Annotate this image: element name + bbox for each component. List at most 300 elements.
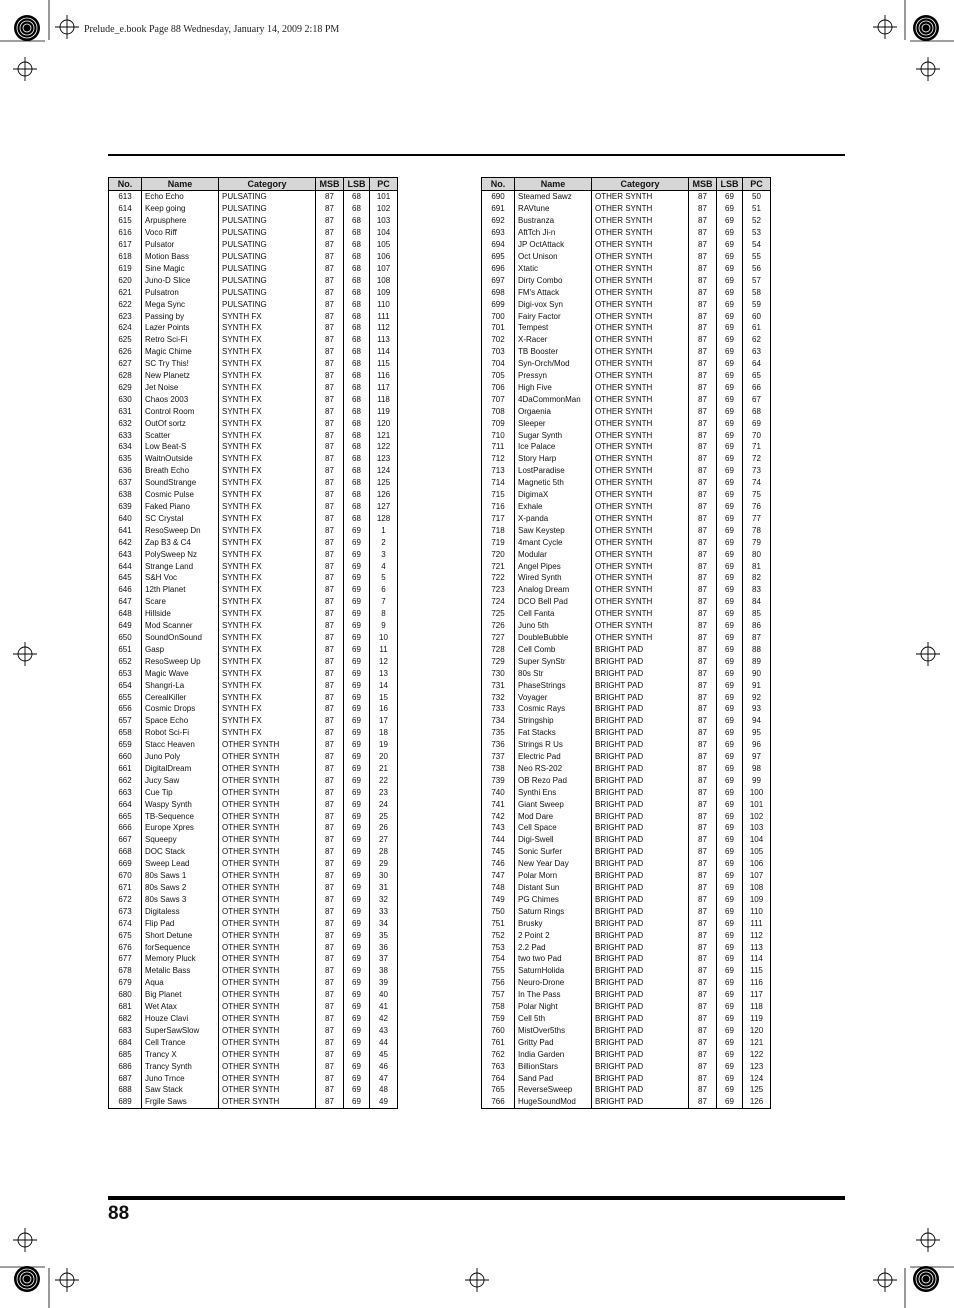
cell-msb: 87 [316,893,344,905]
cell-category: OTHER SYNTH [592,286,689,298]
cell-msb: 87 [689,774,717,786]
table-row [482,667,771,679]
cell-no: 640 [109,512,142,524]
cell-no: 742 [482,810,515,822]
cell-pc: 110 [370,298,398,310]
cell-lsb: 69 [717,929,743,941]
cell-pc: 11 [370,643,398,655]
cell-no: 613 [109,191,142,203]
cell-lsb: 69 [344,751,370,763]
table-row [482,358,771,370]
cell-no: 684 [109,1036,142,1048]
cell-msb: 87 [316,870,344,882]
cell-no: 764 [482,1072,515,1084]
cell-no: 648 [109,608,142,620]
cell-pc: 111 [743,917,771,929]
cell-msb: 87 [689,893,717,905]
cell-no: 641 [109,524,142,536]
cell-msb: 87 [689,489,717,501]
cell-pc: 74 [743,477,771,489]
cell-category: BRIGHT PAD [592,1084,689,1096]
table-row [109,977,398,989]
cell-msb: 87 [689,727,717,739]
cell-msb: 87 [316,322,344,334]
table-row [109,512,398,524]
cell-pc: 34 [370,917,398,929]
cell-name: 80s Saws 1 [142,870,219,882]
cell-msb: 87 [689,417,717,429]
cell-no: 632 [109,417,142,429]
cell-category: OTHER SYNTH [219,763,316,775]
cell-lsb: 69 [717,298,743,310]
cell-pc: 104 [743,834,771,846]
cell-no: 727 [482,632,515,644]
cell-no: 633 [109,429,142,441]
cell-category: SYNTH FX [219,608,316,620]
cell-name: Voco Riff [142,227,219,239]
cell-no: 621 [109,286,142,298]
cell-name: Gritty Pad [515,1036,592,1048]
cell-msb: 87 [689,310,717,322]
book-header-text: Prelude_e.book Page 88 Wednesday, January 14, 2009 2:18 PM [84,24,340,35]
table-header-row [482,178,771,191]
cell-name: PG Chimes [515,893,592,905]
cell-pc: 128 [370,512,398,524]
table-row [109,596,398,608]
cell-msb: 87 [316,739,344,751]
cell-name: Neo RS-202 [515,763,592,775]
cell-pc: 60 [743,310,771,322]
cell-name: Digitaless [142,905,219,917]
cell-category: OTHER SYNTH [592,191,689,203]
cell-lsb: 69 [717,870,743,882]
cell-pc: 26 [370,822,398,834]
cell-name: Super SynStr [515,655,592,667]
cell-no: 759 [482,1013,515,1025]
cell-category: BRIGHT PAD [592,1060,689,1072]
table-row [109,691,398,703]
table-row [482,298,771,310]
table-row [482,465,771,477]
cell-name: Arpusphere [142,215,219,227]
table-row [482,1013,771,1025]
cell-name: Cell Space [515,822,592,834]
cell-pc: 61 [743,322,771,334]
cell-category: OTHER SYNTH [592,632,689,644]
cell-name: X-panda [515,512,592,524]
crosshair-icon [916,642,940,666]
cell-msb: 87 [316,691,344,703]
cell-name: MistOver5ths [515,1024,592,1036]
cell-name: Short Detune [142,929,219,941]
cell-msb: 87 [689,477,717,489]
table-row [109,679,398,691]
cell-category: BRIGHT PAD [592,989,689,1001]
cell-msb: 87 [689,274,717,286]
cell-pc: 115 [743,965,771,977]
cell-lsb: 68 [344,393,370,405]
column-header-msb: MSB [316,178,344,191]
cell-lsb: 69 [344,870,370,882]
cell-no: 664 [109,798,142,810]
table-row [109,286,398,298]
table-row [482,1048,771,1060]
cell-name: Wet Atax [142,1001,219,1013]
cell-lsb: 69 [717,262,743,274]
table-row [109,1001,398,1013]
cell-lsb: 69 [717,1001,743,1013]
table-row [482,1072,771,1084]
cell-category: PULSATING [219,298,316,310]
cell-pc: 120 [743,1024,771,1036]
cell-lsb: 69 [344,548,370,560]
cell-category: BRIGHT PAD [592,953,689,965]
cell-category: OTHER SYNTH [219,893,316,905]
cell-category: OTHER SYNTH [592,239,689,251]
cell-category: OTHER SYNTH [219,953,316,965]
table-row [482,1096,771,1108]
cell-lsb: 68 [344,441,370,453]
cell-category: BRIGHT PAD [592,834,689,846]
cell-name: Robot Sci-Fi [142,727,219,739]
cell-lsb: 69 [717,203,743,215]
cell-category: PULSATING [219,203,316,215]
cell-lsb: 69 [717,1024,743,1036]
cell-lsb: 69 [717,1060,743,1072]
cell-pc: 126 [370,489,398,501]
cell-msb: 87 [316,715,344,727]
cell-name: RAVtune [515,203,592,215]
cell-category: OTHER SYNTH [592,429,689,441]
cell-no: 665 [109,810,142,822]
cell-msb: 87 [316,298,344,310]
cell-name: Digi-Swell [515,834,592,846]
cell-msb: 87 [316,1036,344,1048]
cell-lsb: 69 [717,274,743,286]
cell-pc: 44 [370,1036,398,1048]
cell-msb: 87 [689,251,717,263]
cell-pc: 84 [743,596,771,608]
table-row [109,893,398,905]
table-row [482,1084,771,1096]
cell-name: Zap B3 & C4 [142,536,219,548]
cell-name: Strange Land [142,560,219,572]
cell-msb: 87 [316,679,344,691]
cell-category: OTHER SYNTH [219,846,316,858]
cell-name: In The Pass [515,989,592,1001]
cell-category: BRIGHT PAD [592,941,689,953]
cell-lsb: 69 [717,810,743,822]
table-row [482,893,771,905]
cell-pc: 15 [370,691,398,703]
cell-pc: 25 [370,810,398,822]
cell-category: SYNTH FX [219,477,316,489]
cell-msb: 87 [316,1096,344,1108]
cell-no: 657 [109,715,142,727]
cell-pc: 115 [370,358,398,370]
cell-lsb: 69 [344,1072,370,1084]
cell-name: Control Room [142,405,219,417]
cell-pc: 45 [370,1048,398,1060]
table-row [109,1084,398,1096]
cell-name: Oct Unison [515,251,592,263]
cell-lsb: 69 [344,620,370,632]
crosshair-icon [873,15,897,39]
cell-pc: 103 [370,215,398,227]
cell-msb: 87 [316,655,344,667]
cell-lsb: 69 [717,322,743,334]
cell-no: 729 [482,655,515,667]
cell-category: OTHER SYNTH [592,310,689,322]
cell-category: OTHER SYNTH [592,262,689,274]
cell-name: Motion Bass [142,251,219,263]
cell-name: ReverseSweep [515,1084,592,1096]
cell-msb: 87 [316,262,344,274]
cell-category: OTHER SYNTH [219,786,316,798]
cell-lsb: 69 [717,453,743,465]
cell-no: 644 [109,560,142,572]
cell-name: Sand Pad [515,1072,592,1084]
table-row [482,382,771,394]
cell-name: Story Harp [515,453,592,465]
cell-category: PULSATING [219,191,316,203]
cell-category: PULSATING [219,262,316,274]
cell-name: Scatter [142,429,219,441]
cell-pc: 58 [743,286,771,298]
cell-name: Tempest [515,322,592,334]
cell-pc: 29 [370,858,398,870]
cell-pc: 88 [743,643,771,655]
cell-lsb: 68 [344,346,370,358]
cell-no: 701 [482,322,515,334]
cell-pc: 121 [370,429,398,441]
cell-name: Magic Chime [142,346,219,358]
cell-lsb: 69 [344,1001,370,1013]
cell-category: PULSATING [219,251,316,263]
cell-pc: 4 [370,560,398,572]
cell-no: 722 [482,572,515,584]
cell-lsb: 69 [344,929,370,941]
cell-lsb: 69 [344,774,370,786]
cell-name: Saturn Rings [515,905,592,917]
table-row [109,751,398,763]
cell-name: 2.2 Pad [515,941,592,953]
column-header-category: Category [592,178,689,191]
cell-no: 709 [482,417,515,429]
cell-name: Cell Fanta [515,608,592,620]
cell-no: 715 [482,489,515,501]
cell-name: Scare [142,596,219,608]
cell-pc: 53 [743,227,771,239]
cell-pc: 87 [743,632,771,644]
cell-pc: 69 [743,417,771,429]
cell-name: Angel Pipes [515,560,592,572]
cell-category: SYNTH FX [219,691,316,703]
cell-lsb: 69 [717,774,743,786]
cell-msb: 87 [316,334,344,346]
cell-pc: 85 [743,608,771,620]
table-row [109,274,398,286]
cell-msb: 87 [316,917,344,929]
cell-category: BRIGHT PAD [592,858,689,870]
table-row [482,1036,771,1048]
cell-category: OTHER SYNTH [592,477,689,489]
table-row [109,370,398,382]
cell-name: Ice Palace [515,441,592,453]
cell-category: BRIGHT PAD [592,1036,689,1048]
cell-name: FM's Attack [515,286,592,298]
cell-name: Modular [515,548,592,560]
cell-pc: 109 [743,893,771,905]
crosshair-icon [916,1228,940,1252]
cell-name: Analog Dream [515,584,592,596]
cell-category: OTHER SYNTH [219,1024,316,1036]
cell-no: 638 [109,489,142,501]
cell-pc: 82 [743,572,771,584]
cell-pc: 13 [370,667,398,679]
cell-category: OTHER SYNTH [219,917,316,929]
table-row [109,382,398,394]
cell-no: 687 [109,1072,142,1084]
cell-no: 725 [482,608,515,620]
cell-no: 653 [109,667,142,679]
cell-lsb: 69 [717,608,743,620]
cell-msb: 87 [689,1096,717,1108]
cell-msb: 87 [689,989,717,1001]
table-row [482,989,771,1001]
cell-pc: 95 [743,727,771,739]
cell-msb: 87 [316,215,344,227]
cell-name: Chaos 2003 [142,393,219,405]
table-row [482,774,771,786]
cell-lsb: 68 [344,370,370,382]
cell-name: Syn-Orch/Mod [515,358,592,370]
table-row [109,810,398,822]
cell-pc: 22 [370,774,398,786]
cell-msb: 87 [316,548,344,560]
cell-pc: 35 [370,929,398,941]
cell-lsb: 69 [717,596,743,608]
cell-category: OTHER SYNTH [592,608,689,620]
cell-name: Shangri-La [142,679,219,691]
cell-category: OTHER SYNTH [219,1096,316,1108]
cell-category: OTHER SYNTH [592,548,689,560]
cell-lsb: 69 [717,334,743,346]
cell-lsb: 69 [717,727,743,739]
table-row [109,215,398,227]
table-row [482,1060,771,1072]
cell-name: Fairy Factor [515,310,592,322]
cell-lsb: 68 [344,405,370,417]
cell-name: Mod Dare [515,810,592,822]
cell-no: 650 [109,632,142,644]
cell-lsb: 69 [717,1013,743,1025]
table-row [109,310,398,322]
cell-no: 757 [482,989,515,1001]
cell-pc: 8 [370,608,398,620]
crosshair-icon [873,1268,897,1292]
cell-name: Mega Sync [142,298,219,310]
cell-no: 658 [109,727,142,739]
cell-category: BRIGHT PAD [592,715,689,727]
cell-msb: 87 [316,596,344,608]
table-row [109,358,398,370]
cell-lsb: 69 [717,1048,743,1060]
cell-msb: 87 [316,524,344,536]
cell-no: 626 [109,346,142,358]
cell-lsb: 69 [717,429,743,441]
cell-lsb: 68 [344,298,370,310]
cell-msb: 87 [316,358,344,370]
cell-category: OTHER SYNTH [592,227,689,239]
cell-category: PULSATING [219,215,316,227]
cell-no: 766 [482,1096,515,1108]
cell-lsb: 69 [717,584,743,596]
cell-lsb: 69 [717,941,743,953]
cell-name: Trancy X [142,1048,219,1060]
cell-no: 617 [109,239,142,251]
cell-lsb: 69 [717,703,743,715]
cell-name: Cell Trance [142,1036,219,1048]
cell-lsb: 69 [717,405,743,417]
cell-no: 733 [482,703,515,715]
cell-pc: 117 [370,382,398,394]
cell-no: 614 [109,203,142,215]
cell-no: 718 [482,524,515,536]
cell-name: Juno Trnce [142,1072,219,1084]
cell-msb: 87 [316,822,344,834]
table-row [482,572,771,584]
cell-pc: 116 [743,977,771,989]
cell-lsb: 69 [344,822,370,834]
cell-name: Jet Noise [142,382,219,394]
cell-no: 624 [109,322,142,334]
table-row [482,643,771,655]
cell-category: SYNTH FX [219,465,316,477]
cell-pc: 91 [743,679,771,691]
column-header-name: Name [515,178,592,191]
cell-no: 726 [482,620,515,632]
cell-pc: 3 [370,548,398,560]
cell-no: 730 [482,667,515,679]
table-row [482,286,771,298]
cell-no: 732 [482,691,515,703]
cell-pc: 123 [743,1060,771,1072]
cell-category: SYNTH FX [219,643,316,655]
table-row [109,917,398,929]
table-row [109,548,398,560]
cell-name: Polar Night [515,1001,592,1013]
cell-pc: 52 [743,215,771,227]
cell-lsb: 69 [344,632,370,644]
cell-lsb: 68 [344,334,370,346]
cell-category: OTHER SYNTH [219,882,316,894]
cell-name: 80s Saws 2 [142,882,219,894]
cell-pc: 6 [370,584,398,596]
table-row [482,953,771,965]
cell-name: Mod Scanner [142,620,219,632]
cell-msb: 87 [689,1060,717,1072]
cell-category: SYNTH FX [219,655,316,667]
cell-msb: 87 [689,501,717,513]
cell-pc: 125 [743,1084,771,1096]
cell-pc: 79 [743,536,771,548]
cell-category: BRIGHT PAD [592,929,689,941]
table-row [109,798,398,810]
cell-category: OTHER SYNTH [592,512,689,524]
cell-name: Steamed Sawz [515,191,592,203]
cell-category: SYNTH FX [219,679,316,691]
